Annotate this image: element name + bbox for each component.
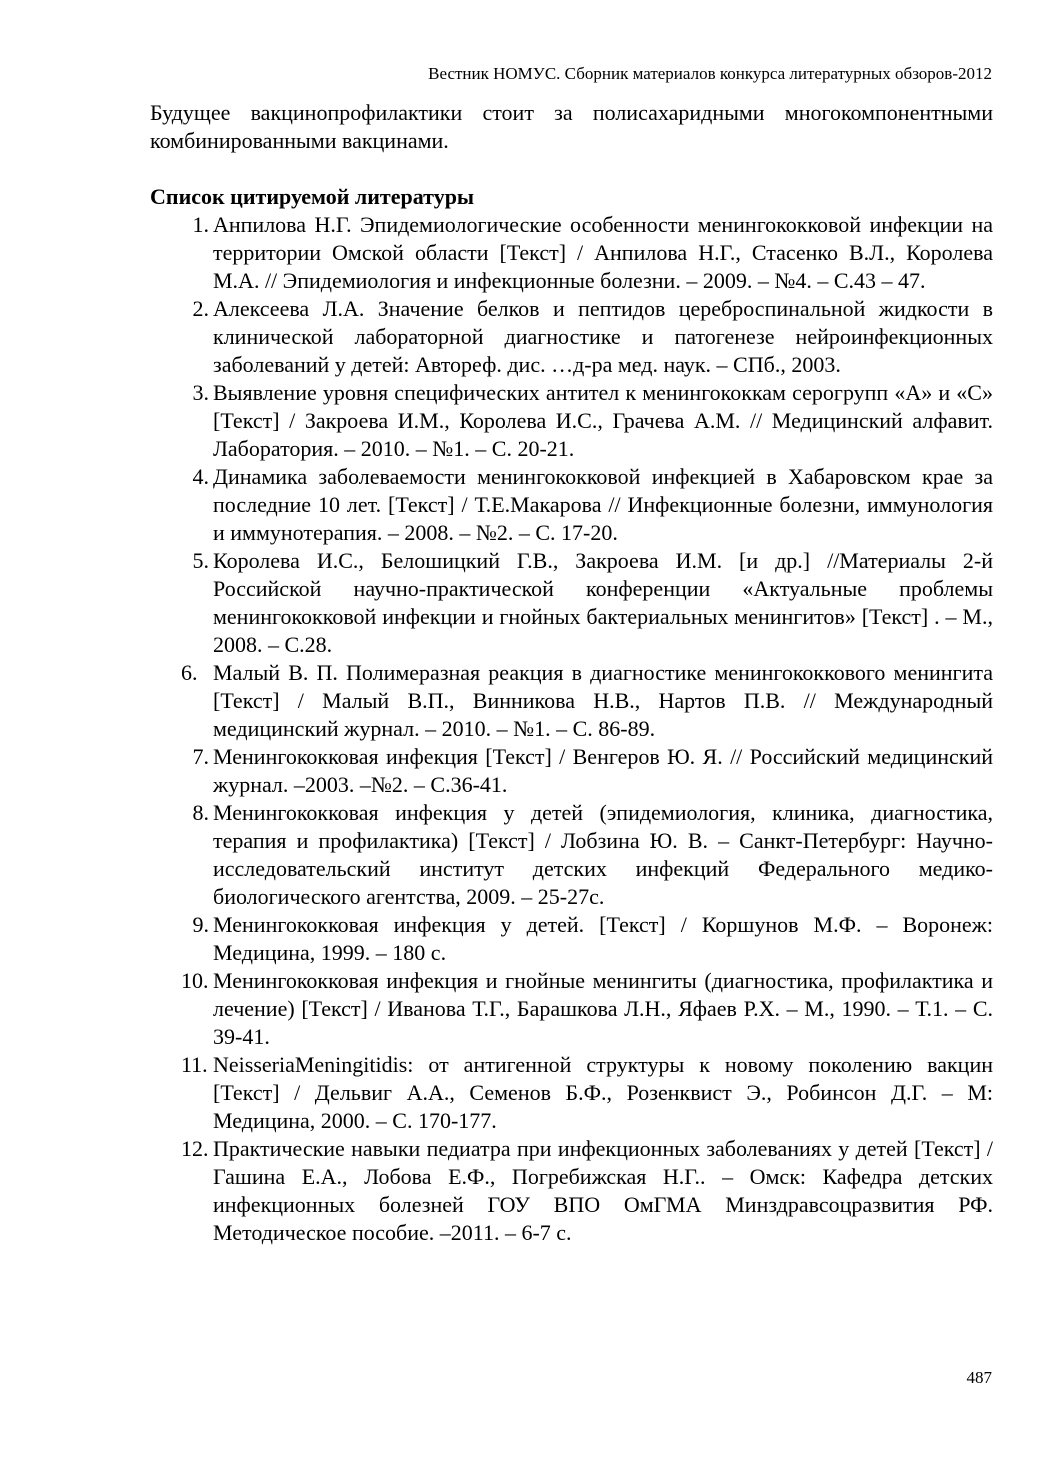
reference-text: Менингококковая инфекция у детей (эпидемиология, клиника, диагностика, терапия и профилактика) [Текст] / Лобзина Ю. В. – Санкт-Петербург: Научно-исследовательский институт детских инфекций Федерального медико-биологического агентства, 2009. – 25-27с.	[213, 800, 993, 909]
reference-item-10	[150, 967, 993, 1051]
reference-item-7	[150, 743, 993, 799]
reference-number: 2.	[192, 296, 209, 321]
reference-number: 1.	[192, 212, 209, 237]
reference-number: 3.	[192, 380, 209, 405]
reference-number: 4.	[192, 464, 209, 489]
reference-number: 7.	[192, 744, 209, 769]
reference-number: 8.	[192, 800, 209, 825]
reference-item-1	[150, 211, 993, 295]
reference-item-2	[150, 295, 993, 379]
reference-item-6	[150, 659, 993, 743]
reference-number: 5.	[192, 548, 209, 573]
running-header: Вестник НОМУС. Сборник материалов конкурса литературных обзоров-2012	[428, 64, 992, 83]
reference-number: 6.	[181, 660, 198, 685]
reference-text: Малый В. П. Полимеразная реакция в диагностике менингококкового менингита [Текст] / Малый В.П., Винникова Н.В., Нартов П.В. // Международный медицинский журнал. – 2010. – №1. – С. 86-89.	[213, 660, 993, 741]
reference-item-4	[150, 463, 993, 547]
reference-number: 11.	[181, 1052, 208, 1077]
reference-item-8	[150, 799, 993, 911]
reference-item-5	[150, 547, 993, 659]
reference-text: Менингококковая инфекция и гнойные менингиты (диагностика, профилактика и лечение) [Текст] / Иванова Т.Г., Барашкова Л.Н., Яфаев Р.Х. – М., 1990. – Т.1. – С. 39-41.	[213, 968, 993, 1049]
reference-text: Анпилова Н.Г. Эпидемиологические особенности менингококковой инфекции на территории Омской области [Текст] / Анпилова Н.Г., Стасенко В.Л., Королева М.А. // Эпидемиология и инфекционные болезни. – 2009. – №4. – С.43 – 47.	[213, 212, 993, 293]
reference-text: Менингококковая инфекция [Текст] / Венгеров Ю. Я. // Российский медицинский журнал. –2003. –№2. – С.36-41.	[213, 744, 993, 797]
references-heading: Список цитируемой литературы	[150, 184, 475, 209]
reference-number: 12.	[181, 1136, 209, 1161]
reference-item-12	[150, 1135, 993, 1247]
intro-paragraph: Будущее вакцинопрофилактики стоит за полисахаридными многокомпонентными комбинированными вакцинами.	[150, 100, 993, 153]
reference-text: Выявление уровня специфических антител к менингококкам серогрупп «А» и «С» [Текст] / Закроева И.М., Королева И.С., Грачева А.М. // Медицинский алфавит. Лаборатория. – 2010. – №1. – С. 20-21.	[213, 380, 993, 461]
reference-text: Менингококковая инфекция у детей. [Текст] / Коршунов М.Ф. – Воронеж: Медицина, 1999. – 180 с.	[213, 912, 993, 965]
reference-number: 10.	[181, 968, 209, 993]
reference-number: 9.	[192, 912, 209, 937]
reference-text: NeisseriaMeningitidis: от антигенной структуры к новому поколению вакцин [Текст] / Дельвиг А.А., Семенов Б.Ф., Розенквист Э., Робинсон Д.Г. – М: Медицина, 2000. – С. 170-177.	[213, 1052, 993, 1133]
reference-item-3	[150, 379, 993, 463]
reference-text: Королева И.С., Белошицкий Г.В., Закроева И.М. [и др.] //Материалы 2-й Российской научно-практической конференции «Актуальные проблемы менингококковой инфекции и гнойных бактериальных менингитов» [Текст] . – М., 2008. – С.28.	[213, 548, 993, 657]
references-list	[150, 211, 993, 1247]
reference-text: Практические навыки педиатра при инфекционных заболеваниях у детей [Текст] / Гашина Е.А., Лобова Е.Ф., Погребижская Н.Г.. – Омск: Кафедра детских инфекционных болезней ГОУ ВПО ОмГМА Минздравсоцразвития РФ. Методическое пособие. –2011. – 6-7 с.	[213, 1136, 993, 1245]
reference-text: Динамика заболеваемости менингококковой инфекцией в Хабаровском крае за последние 10 лет. [Текст] / Т.Е.Макарова // Инфекционные болезни, иммунология и иммунотерапия. – 2008. – №2. – С. 17-20.	[213, 464, 993, 545]
reference-text: Алексеева Л.А. Значение белков и пептидов цереброспинальной жидкости в клинической лабораторной диагностике и патогенезе нейроинфекционных заболеваний у детей: Автореф. дис. …д-ра мед. наук. – СПб., 2003.	[213, 296, 993, 377]
reference-item-9	[150, 911, 993, 967]
reference-item-11	[150, 1051, 993, 1135]
page-number: 487	[966, 1368, 992, 1387]
